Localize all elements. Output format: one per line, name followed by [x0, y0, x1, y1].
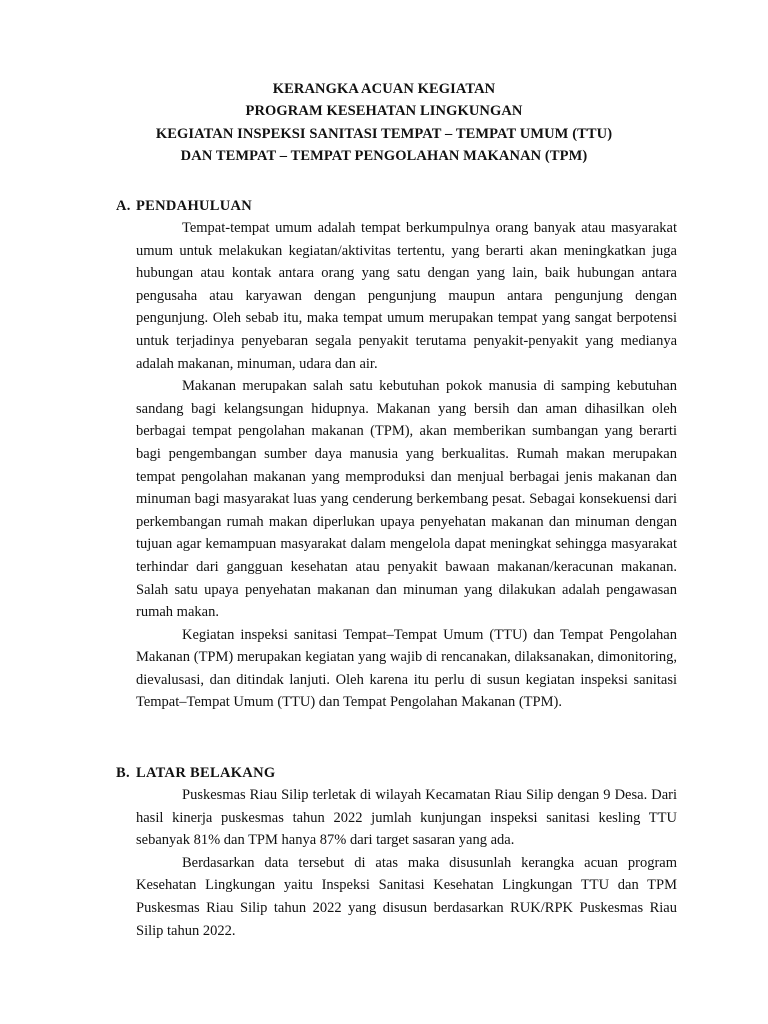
section-letter: A.: [116, 198, 131, 214]
title-line-4: DAN TEMPAT – TEMPAT PENGOLAHAN MAKANAN (TPM): [180, 148, 588, 165]
title-line-1: KERANGKA ACUAN KEGIATAN: [272, 81, 496, 97]
title-line-3: KEGIATAN INSPEKSI SANITASI TEMPAT – TEMPAT UMUM (TTU): [155, 125, 613, 142]
document-title: [0, 78, 768, 168]
section-heading: [116, 195, 677, 217]
paragraph: Tempat-tempat umum adalah tempat berkumpulnya orang banyak atau masyarakat umum untuk melakukan kegiatan/aktivitas tertentu, yang berarti akan meningkatkan juga hubungan atau kontak antara orang yang satu dengan yang lain, baik hubungan antara pengusaha atau karyawan dengan pengunjung maupun antara pengunjung dengan pengunjung. Oleh sebab itu, maka tempat umum merupakan tempat yang sangat berpotensi untuk terjadinya penyebaran segala penyakit terutama penyakit-penyakit yang medianya adalah makanan, minuman, udara dan air.: [136, 220, 677, 372]
paragraph: Puskesmas Riau Silip terletak di wilayah Kecamatan Riau Silip dengan 9 Desa. Dari hasil kinerja puskesmas tahun 2022 jumlah kunjungan inspeksi sanitasi kesling TTU sebanyak 81% dan TPM hanya 87% dari target sasaran yang ada.: [136, 787, 677, 849]
section-heading: [116, 762, 677, 784]
paragraph: Berdasarkan data tersebut di atas maka disusunlah kerangka acuan program Kesehatan Lingkungan yaitu Inspeksi Sanitasi Kesehatan Lingkungan TTU dan TPM Puskesmas Riau Silip tahun 2022 yang disusun berdasarkan RUK/RPK Puskesmas Riau Silip tahun 2022.: [136, 854, 677, 939]
section-body: [136, 217, 677, 714]
section-title: PENDAHULUAN: [136, 198, 253, 214]
section-latar-belakang: [116, 762, 677, 942]
section-title: LATAR BELAKANG: [136, 765, 276, 781]
paragraph: Kegiatan inspeksi sanitasi Tempat–Tempat Umum (TTU) dan Tempat Pengolahan Makanan (TPM) merupakan kegiatan yang wajib di rencanakan, dilaksanakan, dimonitoring, dievalusasi, dan ditindak lanjuti. Oleh karena itu perlu di susun kegiatan inspeksi sanitasi Tempat–Tempat Umum (TTU) dan Tempat Pengolahan Makanan (TPM).: [136, 626, 677, 711]
title-line-2: PROGRAM KESEHATAN LINGKUNGAN: [245, 103, 523, 120]
paragraph: Makanan merupakan salah satu kebutuhan pokok manusia di samping kebutuhan sandang bagi kelangsungan hidupnya. Makanan yang bersih dan aman dihasilkan oleh berbagai tempat pengolahan makanan (TPM), akan memberikan sumbangan yang berarti bagi pengembangan sumber daya manusia yang berkualitas. Rumah makan merupakan tempat pengolahan makanan yang memproduksi dan menjual berbagai jenis makanan dan minuman bagi masyarakat luas yang cenderung berkembang pesat. Sebagai konsekuensi dari perkembangan rumah makan diperlukan upaya penyehatan makanan dan minuman dengan tujuan agar kemampuan masyarakat dalam mengelola dapat meningkat sehingga masyarakat terhindar dari gangguan kesehatan atau penyakit bawaan makanan/keracunan makanan. Salah satu upaya penyehatan makanan dan minuman yang dilakukan adalah pengawasan rumah makan.: [136, 378, 677, 621]
section-letter: B.: [116, 765, 130, 781]
section-pendahuluan: [116, 195, 677, 714]
section-body: [136, 784, 677, 942]
